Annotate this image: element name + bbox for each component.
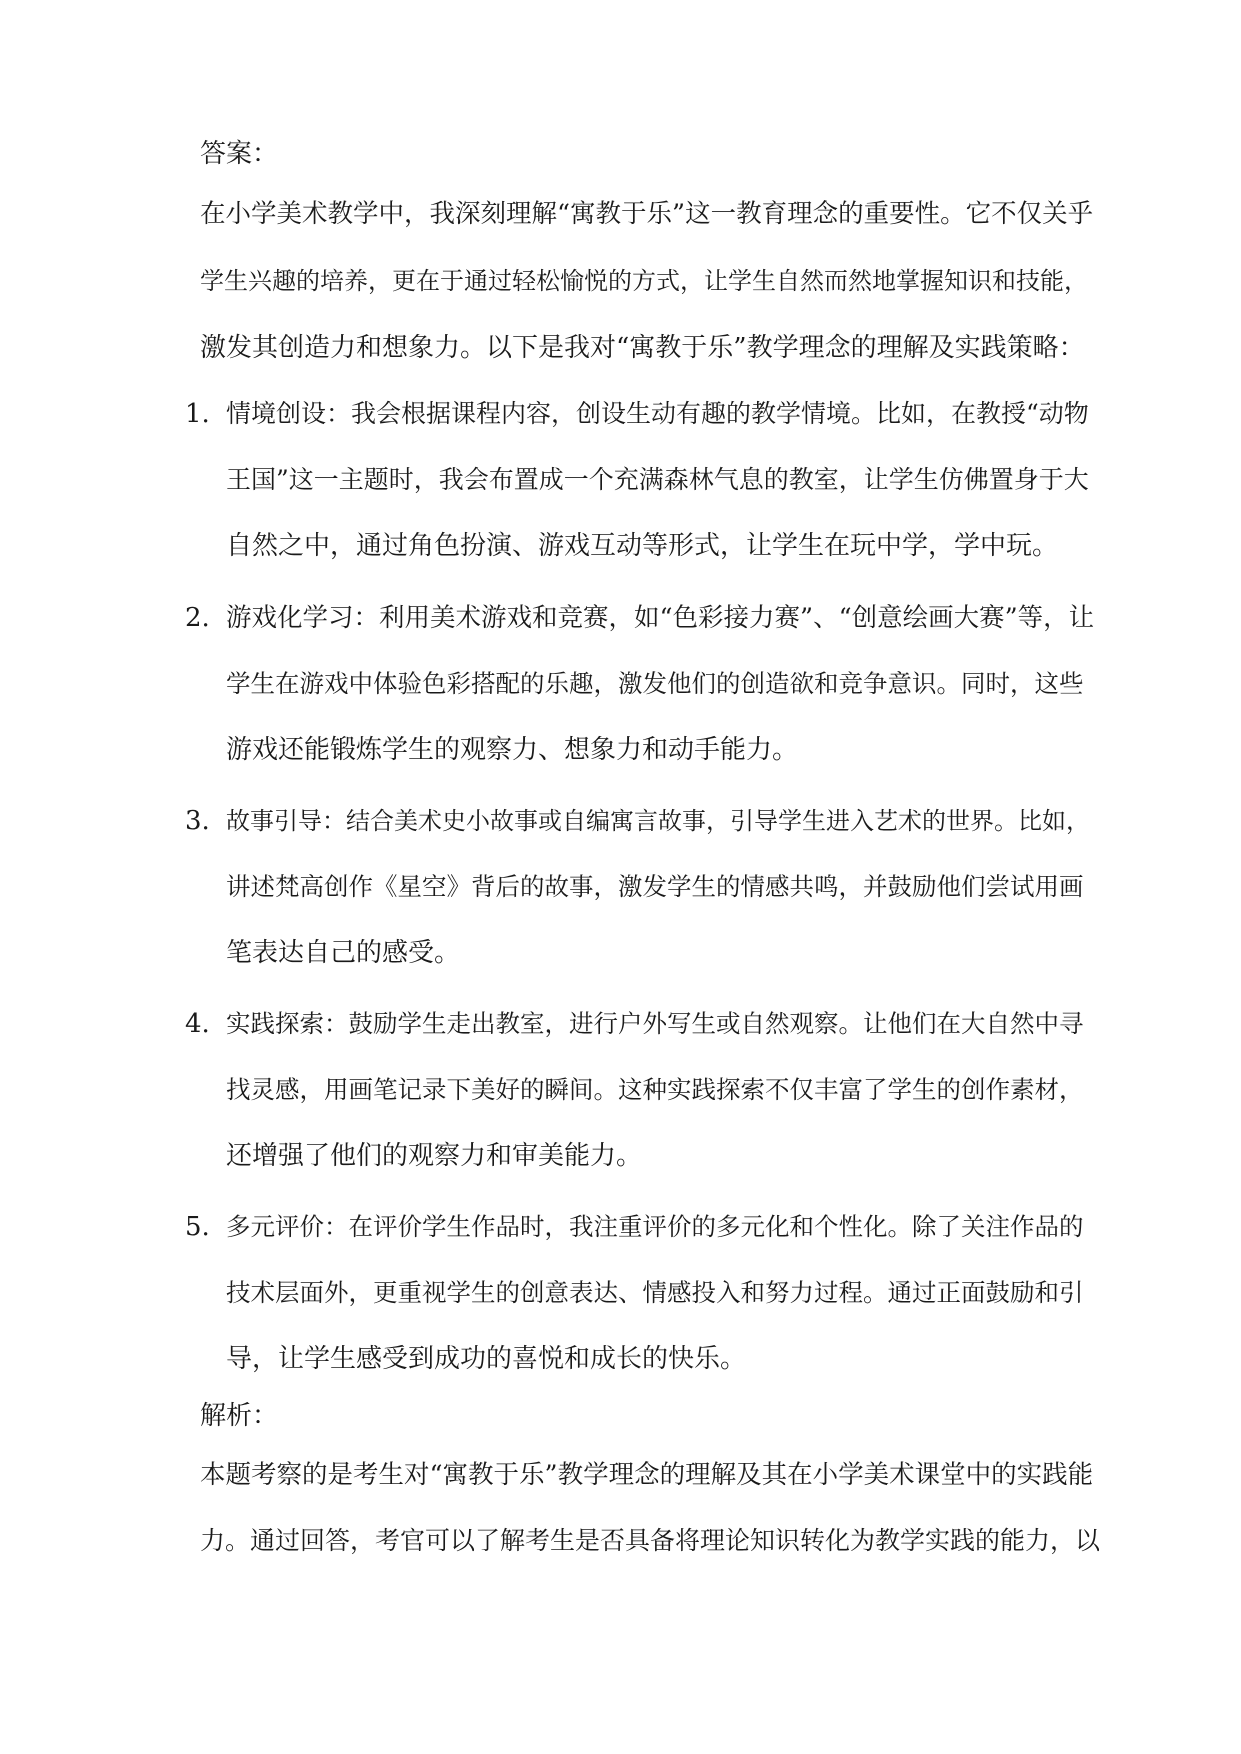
list-item-line: 王国”这一主题时，我会布置成一个充满森林气息的教室，让学生仿佛置身于大 [226,465,1089,494]
list-item-number: 3. [185,806,210,836]
list-item-line: 实践探索：鼓励学生走出教室，进行户外写生或自然观察。让他们在大自然中寻 [226,1009,1084,1038]
list-item-line: 学生在游戏中体验色彩搭配的乐趣，激发他们的创造欲和竞争意识。同时，这些 [226,669,1084,698]
intro-line: 学生兴趣的培养，更在于通过轻松愉悦的方式，让学生自然而然地掌握知识和技能， [200,267,1088,295]
analysis-heading: 解析： [200,1401,279,1431]
analysis-line: 本题考察的是考生对“寓教于乐”教学理念的理解及其在小学美术课堂中的实践能 [200,1460,1094,1490]
list-item-line: 自然之中，通过角色扮演、游戏互动等形式，让学生在玩中学，学中玩。 [226,531,1059,561]
list-item-line: 故事引导：结合美术史小故事或自编寓言故事，引导学生进入艺术的世界。比如， [226,807,1090,835]
list-item-number: 2. [185,603,210,633]
list-item-line: 技术层面外，更重视学生的创意表达、情感投入和努力过程。通过正面鼓励和引 [226,1278,1084,1307]
list-item-line: 讲述梵高创作《星空》背后的故事，激发学生的情感共鸣，并鼓励他们尝试用画 [226,872,1084,901]
list-item-line: 找灵感，用画笔记录下美好的瞬间。这种实践探索不仅丰富了学生的创作素材， [226,1075,1084,1104]
list-item-line: 笔表达自己的感受。 [226,938,461,968]
list-item-line: 多元评价：在评价学生作品时，我注重评价的多元化和个性化。除了关注作品的 [226,1212,1084,1241]
list-item-line: 游戏化学习：利用美术游戏和竞赛，如“色彩接力赛”、“创意绘画大赛”等，让 [226,603,1095,633]
list-item-line: 游戏还能锻炼学生的观察力、想象力和动手能力。 [226,735,799,765]
list-item-line: 情境创设：我会根据课程内容，创设生动有趣的教学情境。比如，在教授“动物 [226,399,1089,428]
intro-line: 在小学美术教学中，我深刻理解“寓教于乐”这一教育理念的重要性。它不仅关乎 [200,199,1094,229]
list-item-number: 1. [185,399,210,429]
list-item-number: 5. [185,1212,210,1242]
list-item-line: 还增强了他们的观察力和审美能力。 [226,1141,643,1171]
list-item-number: 4. [185,1009,210,1039]
answer-heading: 答案： [200,139,279,169]
intro-line: 激发其创造力和想象力。以下是我对“寓教于乐”教学理念的理解及实践策略： [200,333,1085,363]
list-item-line: 导，让学生感受到成功的喜悦和成长的快乐。 [226,1344,747,1374]
analysis-line: 力。通过回答，考官可以了解考生是否具备将理论知识转化为教学实践的能力，以 [200,1526,1101,1555]
